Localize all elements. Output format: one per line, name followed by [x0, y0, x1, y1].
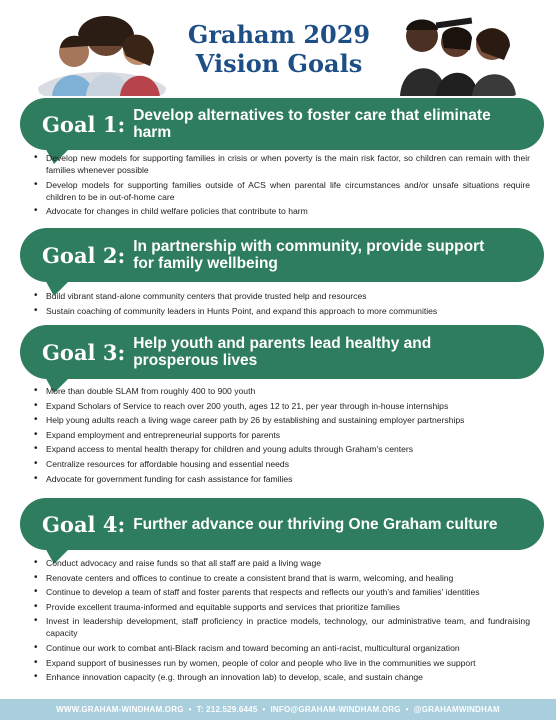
goal-4-label: Goal 4: — [42, 511, 126, 537]
family-photo-left — [38, 6, 166, 96]
goal-3-label: Goal 3: — [42, 339, 126, 365]
goal-1-title: Develop alternatives to foster care that eliminate harm — [133, 107, 491, 141]
list-item: • Invest in leadership development, staff proficiency in practice models, technology, our administrative team, and fundraising capacity — [34, 615, 530, 639]
list-item: • Build vibrant stand-alone community centers that provide trusted help and resources — [34, 290, 530, 302]
goal-2-label: Goal 2: — [42, 242, 126, 268]
list-item: • Provide excellent trauma-informed and equitable supports and services that prioritize families — [34, 601, 530, 613]
list-item: • Expand support of businesses run by women, people of color and people who live in the communities we support — [34, 657, 530, 669]
list-item: • Continue our work to combat anti-Black racism and toward becoming an anti-racist, multicultural organization — [34, 642, 530, 654]
phone-number: T: 212.529.6445 — [196, 705, 258, 714]
goal-1-label: Goal 1: — [42, 111, 126, 137]
list-item: • Continue to develop a team of staff and foster parents that respects and reflects our youth's and families' identities — [34, 586, 530, 598]
goal-3-list — [34, 385, 530, 487]
goal-2-banner — [20, 228, 544, 282]
website-link[interactable]: WWW.GRAHAM-WINDHAM.ORG — [56, 705, 184, 714]
list-item: • Expand access to mental health therapy for children and young adults through Graham's centers — [34, 443, 530, 455]
list-item: • Advocate for changes in child welfare policies that contribute to harm — [34, 205, 530, 217]
email-link[interactable]: INFO@GRAHAM-WINDHAM.ORG — [270, 705, 401, 714]
goal-3-banner — [20, 325, 544, 379]
list-item: • Help young adults reach a living wage career path by 26 by establishing and sustaining employer partnerships — [34, 414, 530, 426]
list-item: • Expand Scholars of Service to reach over 200 youth, ages 12 to 21, per year through in-house internships — [34, 400, 530, 412]
goal-4-title: Further advance our thriving One Graham culture — [133, 515, 498, 533]
graduates-photo-right — [392, 6, 520, 96]
social-handle-link[interactable]: @GRAHAMWINDHAM — [413, 705, 500, 714]
goal-4-banner — [20, 498, 544, 550]
list-item: • Develop new models for supporting families in crisis or when poverty is the main risk factor, so children can remain with their families whenever possible — [34, 152, 530, 176]
list-item: • More than double SLAM from roughly 400 to 900 youth — [34, 385, 530, 397]
list-item: • Sustain coaching of community leaders in Hunts Point, and expand this approach to more communities — [34, 305, 530, 317]
list-item: • Develop models for supporting families outside of ACS when parental life circumstances and/or unsafe situations require children to be in out-of-home care — [34, 179, 530, 203]
page-title — [166, 20, 392, 78]
footer-separator: • — [188, 705, 192, 714]
goal-1-list — [34, 152, 530, 220]
list-item: • Expand employment and entrepreneurial supports for parents — [34, 429, 530, 441]
list-item: • Conduct advocacy and raise funds so that all staff are paid a living wage — [34, 557, 530, 569]
goal-1-banner — [20, 98, 544, 150]
page-title-line-2: Vision Goals — [195, 49, 363, 78]
list-item: • Renovate centers and offices to continue to create a consistent brand that is warm, welcoming, and healing — [34, 572, 530, 584]
goal-4-list — [34, 557, 530, 686]
list-item: • Enhance innovation capacity (e.g. through an innovation lab) to develop, scale, and sustain change — [34, 671, 530, 683]
footer-contact-bar — [0, 699, 556, 720]
footer-separator: • — [405, 705, 409, 714]
footer-separator: • — [262, 705, 266, 714]
page-title-line-1: Graham 2029 — [187, 20, 371, 49]
list-item: • Centralize resources for affordable housing and essential needs — [34, 458, 530, 470]
list-item: • Advocate for government funding for cash assistance for families — [34, 473, 530, 485]
goal-3-title: Help youth and parents lead healthy and prosperous lives — [133, 335, 432, 369]
goal-2-title: In partnership with community, provide support for family wellbeing — [133, 238, 485, 272]
goal-2-list — [34, 290, 530, 319]
